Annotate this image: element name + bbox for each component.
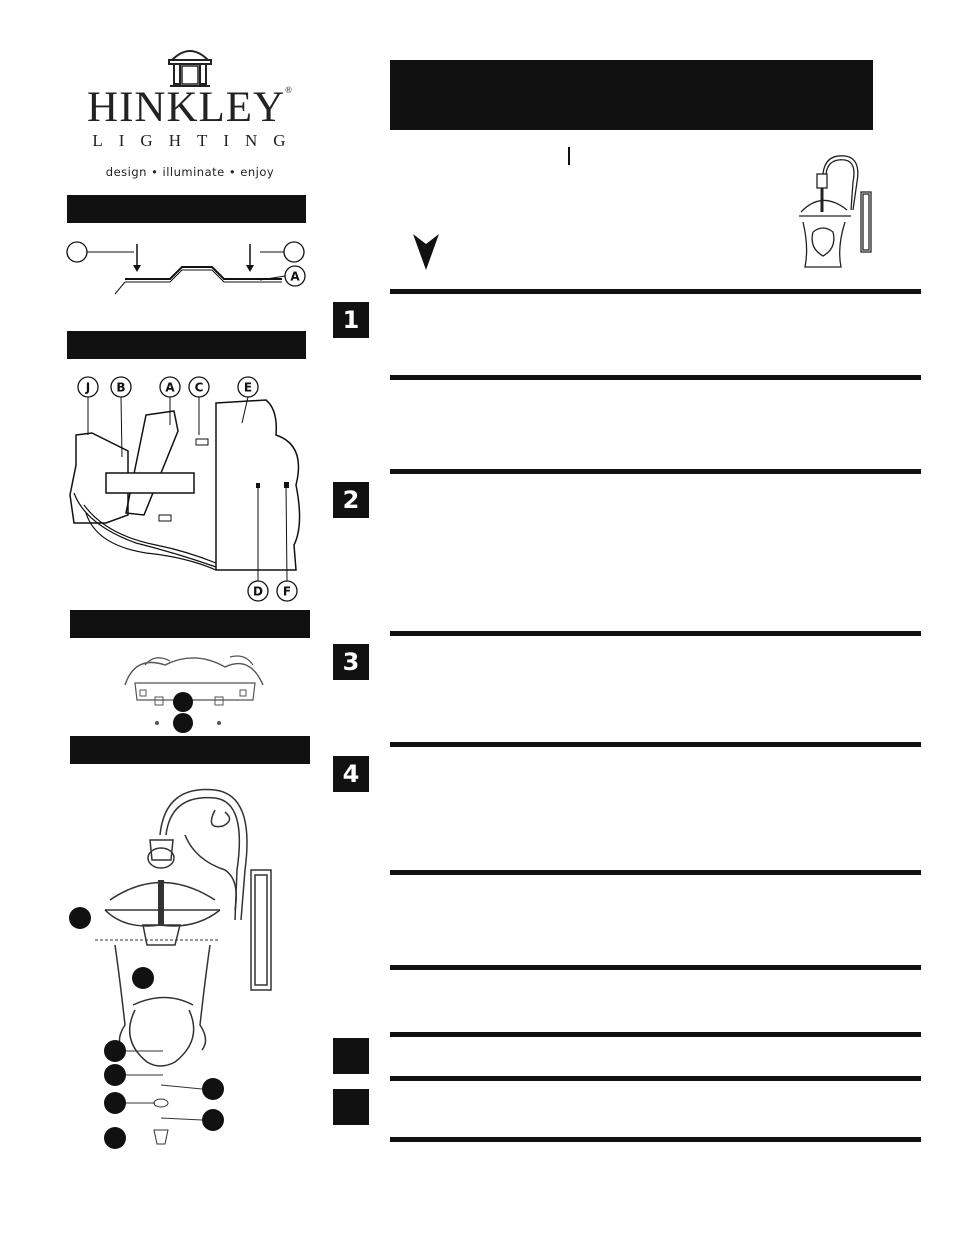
- rule-10: [390, 1137, 921, 1142]
- rule-8: [390, 1032, 921, 1037]
- label-j: J: [85, 380, 91, 395]
- step-3-badge: 3: [333, 644, 369, 680]
- section-bar-3: [70, 610, 310, 638]
- label-c: C: [194, 380, 204, 395]
- crossbar-diagram: [60, 236, 320, 306]
- canopy-diagram: [115, 645, 275, 735]
- rule-9: [390, 1076, 921, 1081]
- rule-7: [390, 965, 921, 970]
- logo-wordmark: HINKLEY®: [87, 84, 293, 131]
- rule-5: [390, 742, 921, 747]
- step-6-badge: [333, 1089, 369, 1125]
- rule-6: [390, 870, 921, 875]
- wall-lantern-icon: [795, 152, 885, 272]
- step-1-badge: 1: [333, 302, 369, 338]
- down-arrow-icon: [411, 232, 441, 272]
- step-2-badge: 2: [333, 482, 369, 518]
- model-divider: [568, 147, 570, 165]
- rule-1: [390, 289, 921, 294]
- rule-4: [390, 631, 921, 636]
- callout-blank-left: [67, 242, 87, 262]
- callout-blank-right: [284, 242, 304, 262]
- label-e: E: [243, 380, 253, 395]
- rule-3: [390, 469, 921, 474]
- section-bar-4: [70, 736, 310, 764]
- lantern-assembly-diagram: [65, 780, 305, 1160]
- section-bar-1: [67, 195, 306, 223]
- step-5-badge: [333, 1038, 369, 1074]
- logo-tagline: design • illuminate • enjoy: [105, 165, 275, 179]
- section-bar-2: [67, 331, 306, 359]
- label-b: B: [116, 380, 126, 395]
- logo-subtitle: LIGHTING: [92, 131, 302, 150]
- label-a: A: [165, 380, 175, 395]
- title-banner: [390, 60, 873, 130]
- label-f: F: [282, 584, 292, 599]
- wiring-diagram: [66, 375, 316, 605]
- label-a-top: A: [290, 269, 300, 284]
- label-d: D: [253, 584, 263, 599]
- step-4-badge: 4: [333, 756, 369, 792]
- rule-2: [390, 375, 921, 380]
